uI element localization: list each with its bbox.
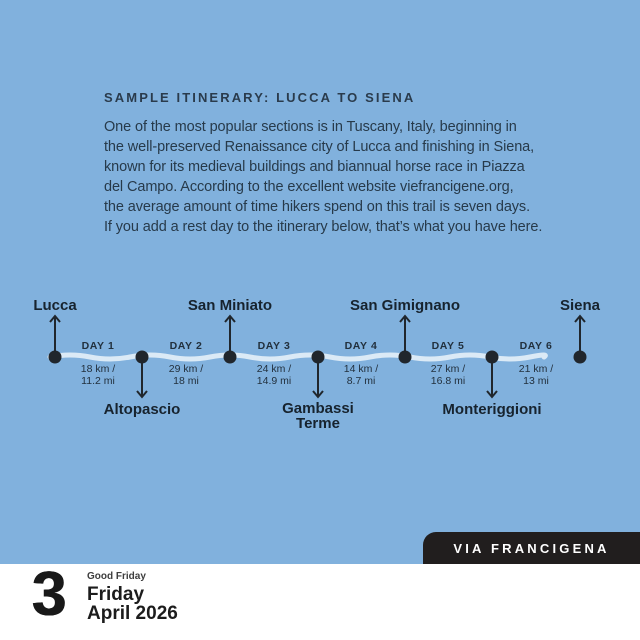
day-label-3: DAY 3 (257, 340, 291, 352)
intro-line: the well-preserved Renaissance city of Lucca and finishing in Siena, (104, 139, 535, 155)
distance-km-3: 24 km / (256, 363, 292, 375)
day-label-5: DAY 5 (431, 340, 465, 352)
day-label-2: DAY 2 (169, 340, 203, 352)
down-arrow-icon (137, 363, 147, 397)
up-arrow-icon (50, 316, 60, 352)
distance-km-4: 14 km / (343, 363, 379, 375)
distance-mi-6: 13 mi (523, 375, 549, 387)
intro-line: known for its medieval buildings and biannual horse race in Piazza (104, 159, 525, 175)
up-arrow-icon (225, 316, 235, 352)
city-label-lucca: Lucca (33, 297, 77, 314)
city-dot (224, 351, 237, 364)
up-arrow-icon (400, 316, 410, 352)
route-line (50, 355, 545, 359)
holiday-label: Good Friday (87, 571, 146, 582)
day-label-4: DAY 4 (344, 340, 378, 352)
city-label-siena: Siena (559, 297, 601, 314)
distance-km-2: 29 km / (168, 363, 204, 375)
day-number: 3 (32, 560, 66, 629)
city-dot (574, 351, 587, 364)
month-year-label: April 2026 (87, 603, 178, 624)
city-label-san-gimignano: San Gimignano (349, 297, 461, 314)
intro-line: the average amount of time hikers spend on this trail is seven days. (104, 199, 531, 215)
intro-line: If you add a rest day to the itinerary below, that’s what you have here. (104, 219, 543, 235)
city-label-san-miniato: San Miniato (187, 297, 273, 314)
distance-mi-3: 14.9 mi (256, 375, 292, 387)
distance-mi-4: 8.7 mi (346, 375, 376, 387)
calendar-footer (0, 560, 640, 640)
down-arrow-icon (313, 363, 323, 397)
city-dot (49, 351, 62, 364)
page-title: SAMPLE ITINERARY: LUCCA TO SIENA (104, 90, 416, 105)
distance-km-1: 18 km / (80, 363, 116, 375)
city-label-gambassi: Gambassi (282, 400, 354, 417)
city-dot (399, 351, 412, 364)
brand-label: VIA FRANCIGENA (453, 540, 610, 556)
up-arrow-icon (575, 316, 585, 352)
distance-mi-1: 11.2 mi (81, 375, 115, 387)
city-dot (312, 351, 325, 364)
city-label-altopascio: Altopascio (103, 401, 181, 418)
distance-mi-2: 18 mi (173, 375, 199, 387)
city-label-monteriggioni: Monteriggioni (442, 401, 542, 418)
intro-line: del Campo. According to the excellent website viefrancigene.org, (104, 179, 514, 195)
distance-km-6: 21 km / (518, 363, 554, 375)
brand-tab (423, 532, 640, 564)
city-dot (136, 351, 149, 364)
distance-mi-5: 16.8 mi (430, 375, 466, 387)
day-label-1: DAY 1 (81, 340, 115, 352)
day-label-6: DAY 6 (519, 340, 553, 352)
down-arrow-icon (487, 363, 497, 397)
city-dot (486, 351, 499, 364)
intro-line: One of the most popular sections is in Tuscany, Italy, beginning in (104, 119, 517, 135)
weekday-label: Friday (87, 584, 145, 605)
distance-km-5: 27 km / (430, 363, 466, 375)
city-label-gambassi-2: Terme (296, 415, 340, 432)
